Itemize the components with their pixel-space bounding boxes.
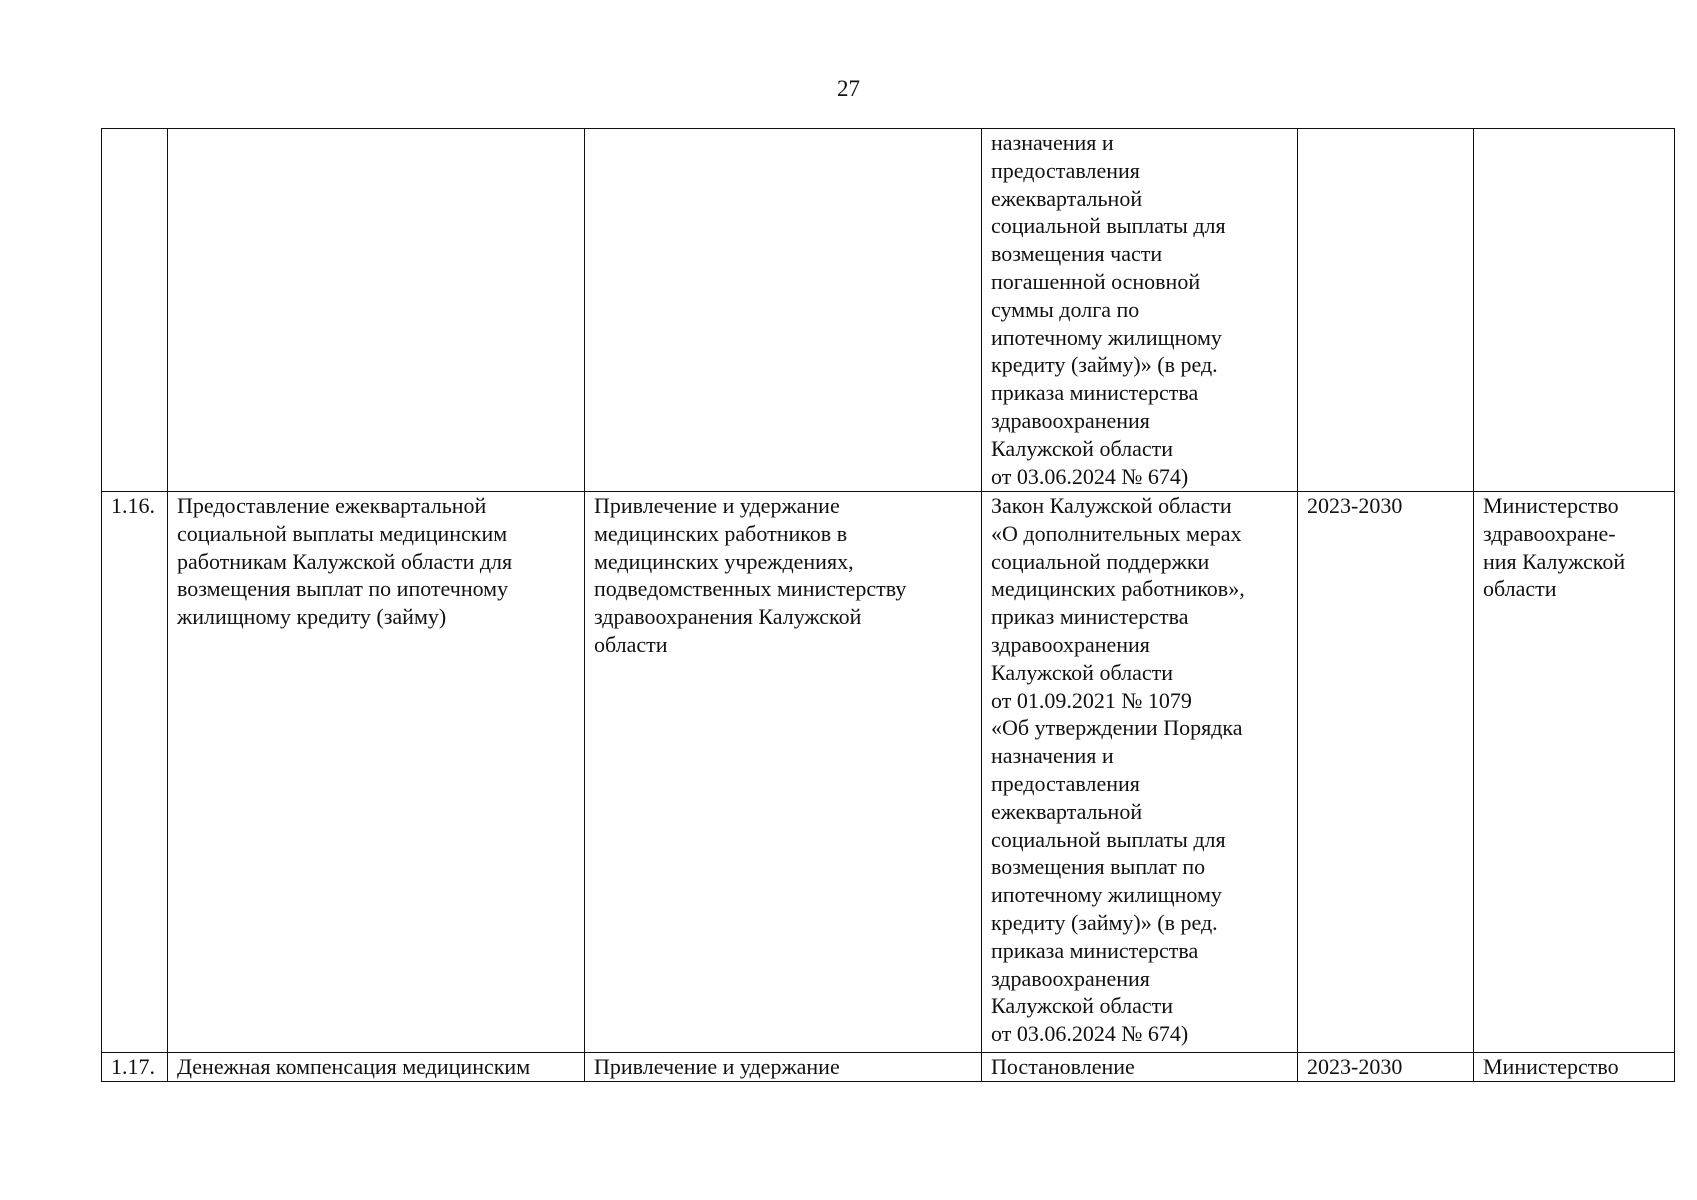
period-cell	[1298, 492, 1474, 1053]
measure-goal: Привлечение и удержание медицинских работников в медицинских учреждениях, подведомственных министерству здравоохранения Калужской области	[594, 493, 907, 657]
legal-basis: Закон Калужской области «О дополнительных мерах социальной поддержки медицинских работников», приказ министерства здравоохранения Калужской области от 01.09.2021 № 1079 «Об утверждении Порядка назначения и предоставления ежеквартальной социальной выплаты для возмещения выплат по ипотечному жилищному кредиту (займу)» (в ред. приказа министерства здравоохранения Калужской области от 03.06.2024 № 674)	[991, 493, 1245, 1047]
page-number: 27	[837, 76, 860, 101]
responsible-cell	[1474, 492, 1675, 1053]
period: 2023-2030	[1307, 493, 1403, 518]
measure-name: Денежная компенсация медицинским	[177, 1054, 531, 1079]
measure-name-cell	[168, 492, 585, 1053]
measure-goal-cell	[585, 492, 982, 1053]
measure-goal-cell	[585, 1053, 982, 1082]
table-row	[102, 492, 1675, 1053]
row-number: 1.16.	[111, 493, 155, 518]
legal-basis: назначения и предоставления ежеквартальной социальной выплаты для возмещения части погашенной основной суммы долга по ипотечному жилищному кредиту (займу)» (в ред. приказа министерства здравоохранения Калужской области от 03.06.2024 № 674)	[991, 130, 1226, 489]
table-row	[102, 1053, 1675, 1082]
legal-basis-cell	[982, 1053, 1298, 1082]
measure-name-cell	[168, 1053, 585, 1082]
row-number-cell	[102, 129, 168, 492]
legal-basis: Постановление	[991, 1054, 1135, 1079]
measure-name: Предоставление ежеквартальной социальной выплаты медицинским работникам Калужской области для возмещения выплат по ипотечному жилищному кредиту (займу)	[177, 493, 513, 630]
legal-basis-cell	[982, 492, 1298, 1053]
row-number: 1.17.	[111, 1054, 155, 1079]
responsible-cell	[1474, 1053, 1675, 1082]
responsible: Министерство здравоохране- ния Калужской области	[1483, 493, 1626, 602]
legal-basis-cell	[982, 129, 1298, 492]
responsible: Министерство	[1483, 1054, 1619, 1079]
measures-table	[101, 128, 1675, 1082]
measure-goal-cell	[585, 129, 982, 492]
row-number-cell	[102, 492, 168, 1053]
row-number-cell	[102, 1053, 168, 1082]
period: 2023-2030	[1307, 1054, 1403, 1079]
period-cell	[1298, 1053, 1474, 1082]
measure-goal: Привлечение и удержание	[594, 1054, 840, 1079]
measure-name-cell	[168, 129, 585, 492]
table-row	[102, 129, 1675, 492]
responsible-cell	[1474, 129, 1675, 492]
period-cell	[1298, 129, 1474, 492]
